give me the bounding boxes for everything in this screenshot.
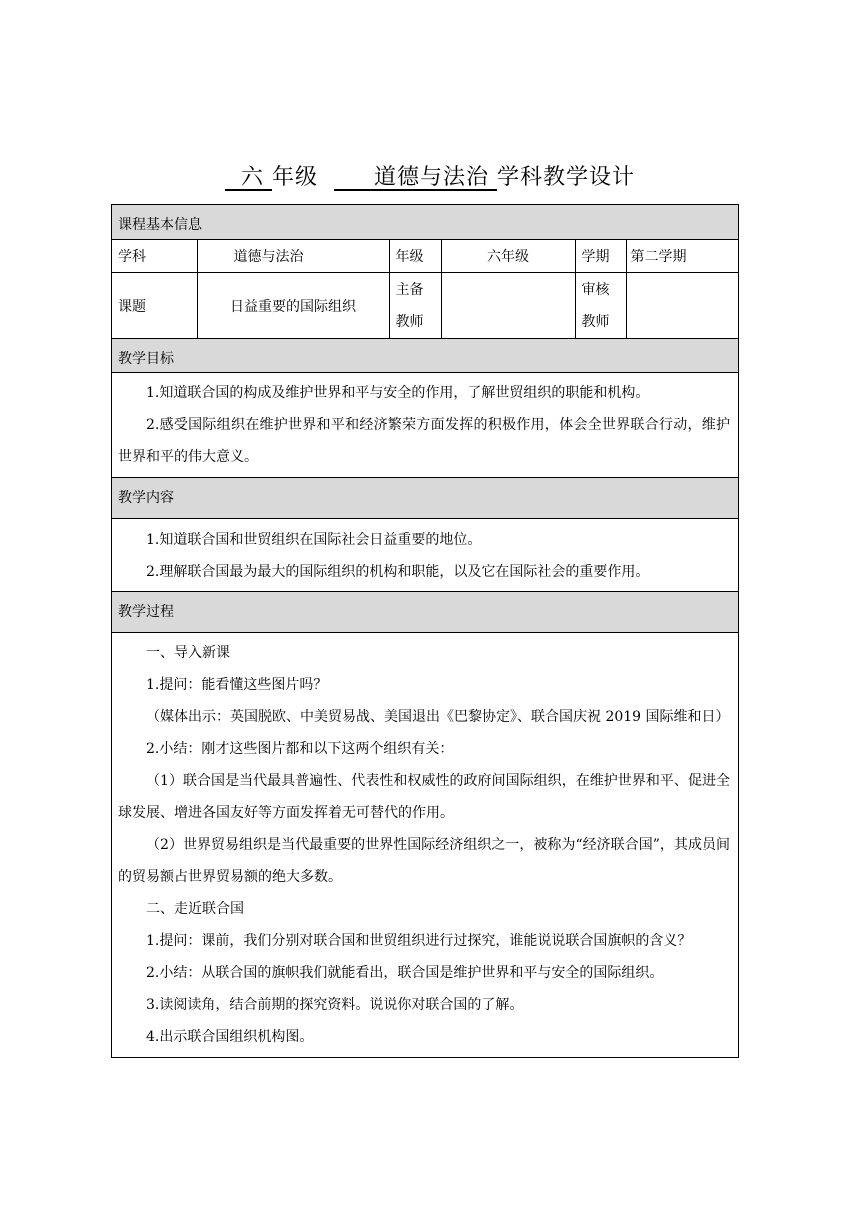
section-header-goals: 教学目标: [112, 339, 738, 373]
term-label: 学期: [575, 240, 626, 273]
process-item: 一、导入新课: [146, 645, 230, 661]
lead-teacher-label: 主备 教师: [389, 273, 441, 339]
process-item: 1.提问：课前，我们分别对联合国和世贸组织进行过探究，谁能说说联合国旗帜的含义？: [146, 933, 692, 949]
term-value: 第二学期: [626, 240, 738, 273]
process-item: 1.提问：能看懂这些图片吗？: [146, 677, 328, 693]
title-grade-suffix: 年级: [272, 165, 319, 190]
reviewer-value: [626, 273, 738, 339]
info-row-subject: [112, 240, 738, 273]
grade-value: 六年级: [441, 240, 575, 273]
lesson-design-table: [111, 204, 739, 1058]
process-item: （2）世界贸易组织是当代最重要的世界性国际经济组织之一，被称为“经济联合国”，其成员间的贸易额占世界贸易额的绝大多数。: [118, 837, 730, 885]
topic-label: 课题: [112, 273, 197, 339]
process-body: [112, 633, 738, 1057]
process-item: 4.出示联合国组织机构图。: [146, 1029, 314, 1045]
basic-info-table: [112, 240, 738, 339]
process-item: （1）联合国是当代最具普遍性、代表性和权威性的政府间国际组织，在维护世界和平、促进全球发展、增进各国友好等方面发挥着无可替代的作用。: [118, 773, 730, 821]
section-header-process: 教学过程: [112, 592, 738, 633]
document-title: [0, 160, 860, 191]
reviewer-label: 审核 教师: [575, 273, 626, 339]
process-item: 2.小结：从联合国的旗帜我们就能看出，联合国是维护世界和平与安全的国际组织。: [146, 965, 664, 981]
goal-item: 1.知道联合国的构成及维护世界和平与安全的作用，了解世贸组织的职能和机构。: [146, 385, 650, 401]
section-header-content: 教学内容: [112, 478, 738, 519]
content-item: 2.理解联合国最为最大的国际组织的机构和职能，以及它在国际社会的重要作用。: [146, 564, 650, 580]
lead-teacher-value: [441, 273, 575, 339]
content-item: 1.知道联合国和世贸组织在国际社会日益重要的地位。: [146, 532, 482, 548]
section-header-basic-info: 课程基本信息: [112, 205, 738, 240]
content-body: [112, 519, 738, 592]
subject-label: 学科: [112, 240, 197, 273]
process-item: 2.小结：刚才这些图片都和以下这两个组织有关：: [146, 741, 454, 757]
goals-body: [112, 373, 738, 478]
goal-item: 2.感受国际组织在维护世界和平和经济繁荣方面发挥的积极作用，体会全世界联合行动，维护世界和平的伟大意义。: [118, 417, 730, 465]
subject-value: 道德与法治: [197, 240, 389, 273]
grade-label: 年级: [389, 240, 441, 273]
process-item: 二、走近联合国: [146, 901, 244, 917]
title-subject: 道德与法治: [373, 165, 489, 190]
title-grade: 六: [240, 165, 264, 190]
process-item: （媒体出示：英国脱欧、中美贸易战、美国退出《巴黎协定》、联合国庆祝 2019 国际维和日）: [146, 709, 730, 725]
topic-value: 日益重要的国际组织: [197, 273, 389, 339]
info-row-topic: [112, 273, 738, 339]
title-suffix: 学科教学设计: [497, 165, 636, 190]
process-item: 3.读阅读角，结合前期的探究资料。说说你对联合国的了解。: [146, 997, 524, 1013]
